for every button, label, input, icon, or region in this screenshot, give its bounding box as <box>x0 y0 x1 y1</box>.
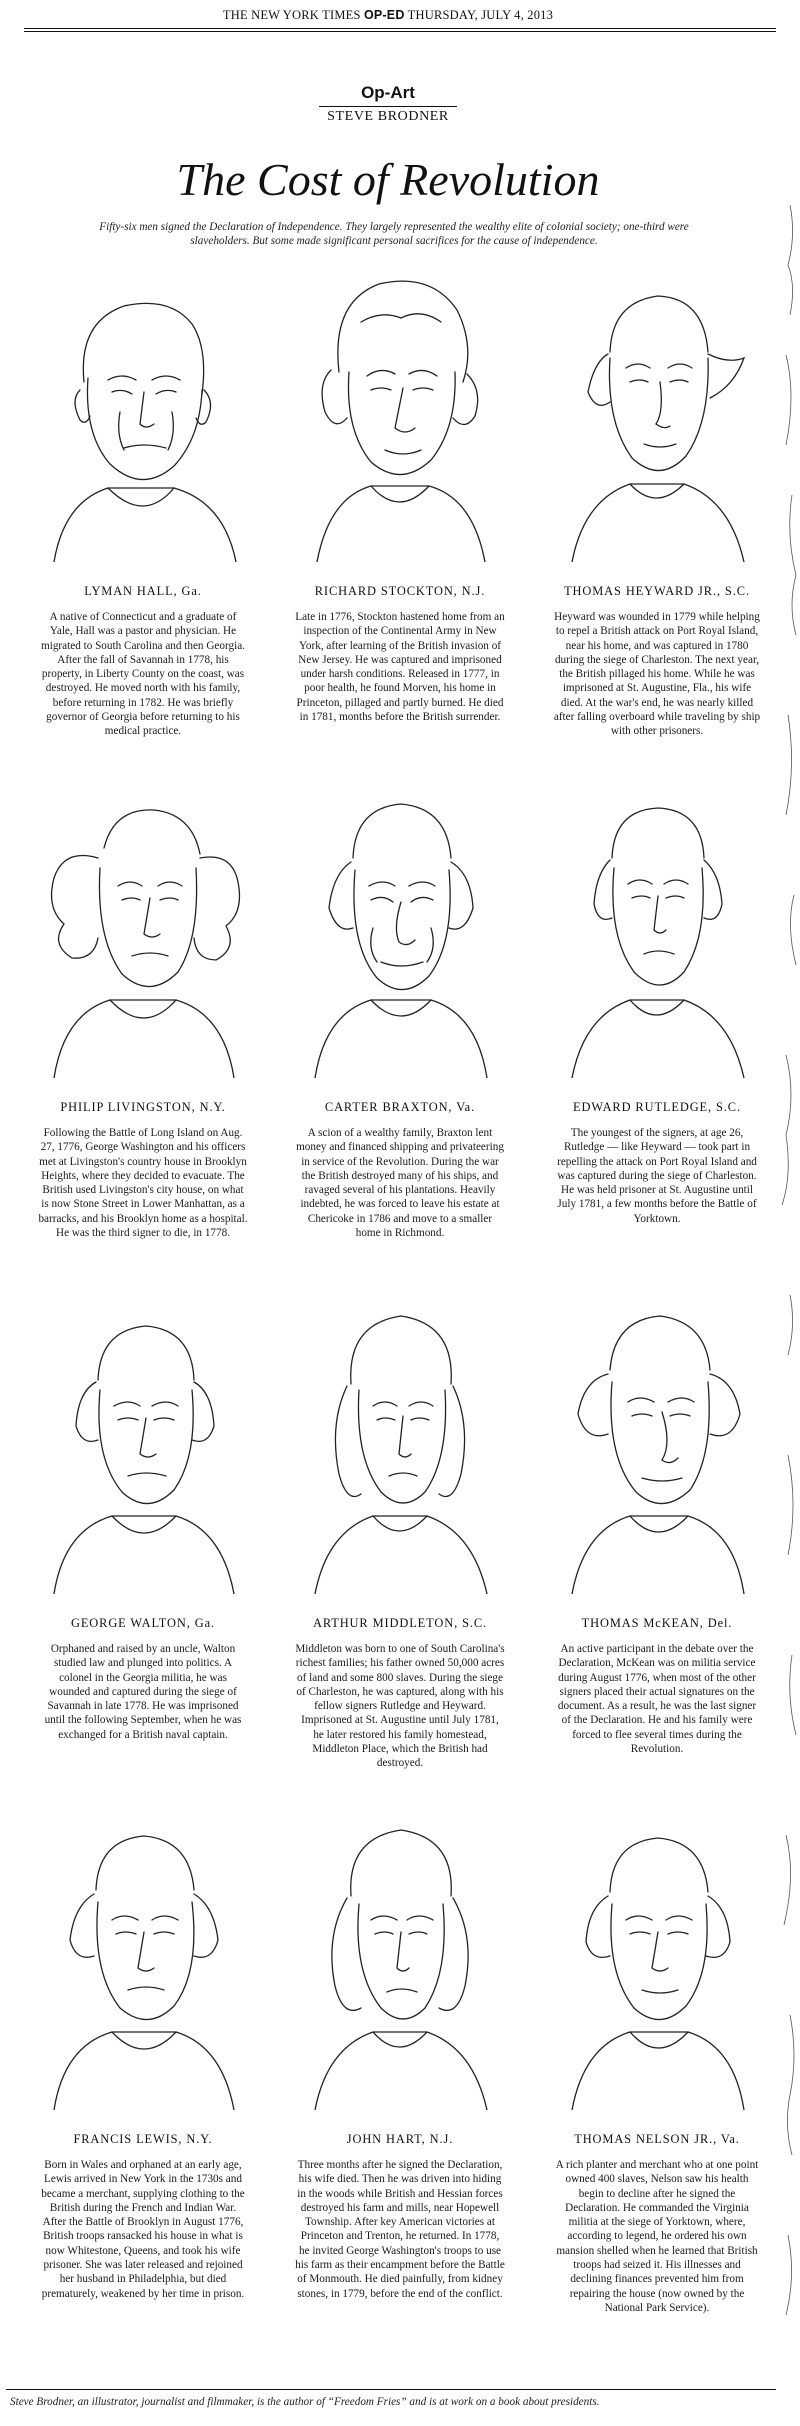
signer-name: THOMAS HEYWARD JR., S.C. <box>564 584 750 598</box>
signer-name: THOMAS NELSON JR., Va. <box>574 2132 740 2146</box>
signer-name: GEORGE WALTON, Ga. <box>70 1616 215 1630</box>
headline: The Cost of Revolution <box>176 154 600 205</box>
signer-bio: The youngest of the signers, at age 26, Rutledge — like Heyward — took part in repelling the attack on Port Royal Island and was captured during the siege of Charleston. He was held prisoner at St. Augustine until July 1781, a few months before the Battle of Yorktown. <box>557 1127 757 1225</box>
masthead-paper: THE NEW YORK TIMES <box>222 8 361 22</box>
masthead-rule <box>24 28 776 29</box>
masthead-rule-secondary <box>24 31 776 32</box>
portrait-philip-livingston <box>24 778 262 1078</box>
signer-name: JOHN HART, N.J. <box>346 2132 454 2146</box>
signer-bio: Following the Battle of Long Island on Aug. 27, 1776, George Washington and his officers met at Livingston's country house in Brooklyn Heights, where they decided to evacuate. The British used Livingston's city house, on what is now Stone Street in Lower Manhattan, as a barracks, and his Brooklyn home as a hospital. He was the third signer to die, in 1778. <box>38 1127 248 1240</box>
signer-bio: A rich planter and merchant who at one point owned 400 slaves, Nelson saw his health begin to decline after he signed the Declaration. He commanded the Virginia militia at the siege of Yorktown, where, according to legend, he ordered his own mansion shelled when he learned that British troops had seized it. His illnesses and declining finances prevented him from repairing the house (now owned by the National Park Service). <box>555 2159 759 2314</box>
adjacent-page-edge <box>776 195 800 2395</box>
signer-bio: A scion of a wealthy family, Braxton lent money and financed shipping and privateering in service of the Revolution. During the war the British destroyed many of his ships, and ravaged several of his plantations. Heavily indebted, he was forced to leave his estate at Chericoke in 1786 and move to a smaller home in Richmond. <box>296 1127 504 1240</box>
portrait-lyman-hall <box>24 262 262 562</box>
portrait-thomas-heyward <box>538 262 776 562</box>
signer-name: FRANCIS LEWIS, N.Y. <box>73 2132 213 2146</box>
signer-name: LYMAN HALL, Ga. <box>84 584 202 598</box>
signer-bio: An active participant in the debate over the Declaration, McKean was on militia service during August 1776, when most of the other signers placed their actual signatures on the document. As a result, he was the last signer of the Declaration. He and his family were forced to flee several times during the Revolution. <box>557 1643 757 1756</box>
signer-name: EDWARD RUTLEDGE, S.C. <box>573 1100 741 1114</box>
author-note: Steve Brodner, an illustrator, journalist and filmmaker, is the author of “Freedom Fries” and is at work on a book about presidents. <box>10 2396 600 2408</box>
portrait-francis-lewis <box>24 1810 262 2110</box>
portrait-thomas-nelson <box>538 1810 776 2110</box>
portrait-carter-braxton <box>281 778 519 1078</box>
signer-name: PHILIP LIVINGSTON, N.Y. <box>60 1100 226 1114</box>
byline: STEVE BRODNER <box>327 109 449 124</box>
masthead <box>0 8 776 23</box>
signer-bio: Born in Wales and orphaned at an early age, Lewis arrived in New York in the 1730s and became a merchant, supplying clothing to the British during the French and Indian War. After the Battle of Brooklyn in August 1776, British troops ransacked his house in what is now Whitestone, Queens, and took his wife prisoner. She was later released and rejoined her husband in Philadelphia, but died prematurely, weakened by her time in prison. <box>41 2159 245 2300</box>
signer-bio: Three months after he signed the Declaration, his wife died. Then he was driven into hiding in the woods while British and Hessian forces destroyed his farm and mills, near Hopewell Township. After key American victories at Princeton and Trenton, he returned. In 1778, he invited George Washington's troops to use his farm as their encampment before the Battle of Monmouth. He died painfully, from kidney stones, in 1779, before the end of the conflict. <box>295 2159 505 2300</box>
signer-bio: A native of Connecticut and a graduate of Yale, Hall was a pastor and physician. He migrated to South Carolina and then Georgia. After the fall of Savannah in 1778, his property, in Liberty County on the coast, was destroyed. He moved north with his family, before returning in 1782. He was briefly governor of Georgia before returning to his medical practice. <box>41 611 245 738</box>
signer-name: THOMAS McKEAN, Del. <box>581 1616 733 1630</box>
portrait-thomas-mckean <box>538 1294 776 1594</box>
signer-bio: Late in 1776, Stockton hastened home from an inspection of the Continental Army in New York, after learning of the British invasion of New Jersey. He was captured and imprisoned under harsh conditions. Released in 1777, in poor health, he found Morven, his home in Princeton, pillaged and partly burned. He died in 1781, months before the British surrender. <box>295 611 505 724</box>
deck: Fifty-six men signed the Declaration of Independence. They largely represented the wealthy elite of colonial society; one-third were slaveholders. But some made significant personal sacrifices for the cause of independence. <box>99 221 689 247</box>
kicker-rule <box>319 106 457 107</box>
portrait-george-walton <box>24 1294 262 1594</box>
footer-rule <box>6 2389 776 2390</box>
masthead-date: THURSDAY, JULY 4, 2013 <box>407 8 554 22</box>
portrait-john-hart <box>281 1810 519 2110</box>
section-kicker: Op-Art <box>361 83 415 102</box>
signer-name: RICHARD STOCKTON, N.J. <box>314 584 486 598</box>
signer-name: CARTER BRAXTON, Va. <box>324 1100 476 1114</box>
signer-bio: Orphaned and raised by an uncle, Walton studied law and plunged into politics. A colonel in the Georgia militia, he was wounded and captured during the siege of Savannah in late 1778. He was imprisoned until the following September, when he was exchanged for a British naval captain. <box>44 1643 242 1741</box>
signer-bio: Heyward was wounded in 1779 while helping to repel a British attack on Port Royal Island, near his home, and was captured in 1780 during the siege of Charleston. The next year, the British pillaged his home. While he was imprisoned at St. Augustine, Fla., his wife died. At the war's end, he was nearly killed after falling overboard while traveling by ship with other prisoners. <box>553 611 761 738</box>
portrait-arthur-middleton <box>281 1294 519 1594</box>
signer-name: ARTHUR MIDDLETON, S.C. <box>312 1616 488 1630</box>
portrait-edward-rutledge <box>538 778 776 1078</box>
portrait-richard-stockton <box>281 262 519 562</box>
masthead-section: OP-ED <box>363 8 405 22</box>
signer-bio: Middleton was born to one of South Carolina's richest families; his father owned 50,000 acres of land and some 800 slaves. During the siege of Charleston, he was captured, along with his fellow signers Rutledge and Heyward. Imprisoned at St. Augustine until July 1781, he later restored his family homestead, Middleton Place, which the British had destroyed. <box>295 1643 505 1770</box>
